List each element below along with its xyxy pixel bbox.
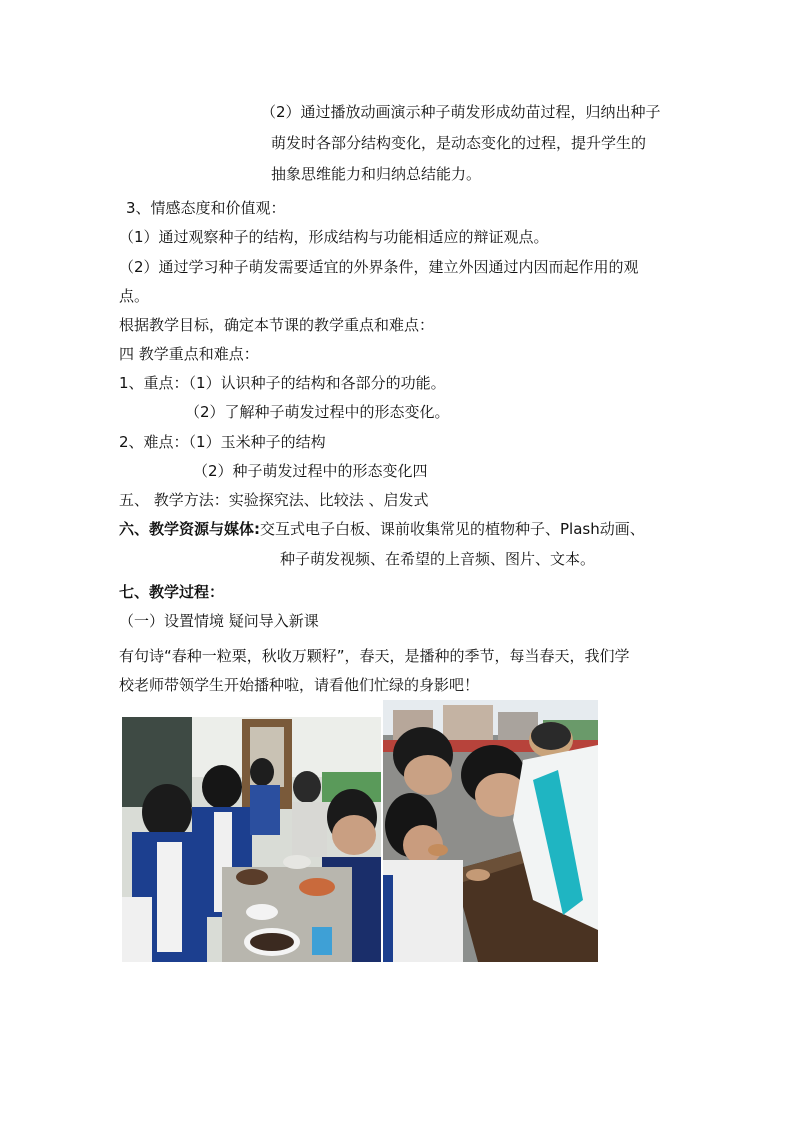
text-line: 有句诗“春种一粒栗，秋收万颗籽”，春天，是播种的季节，每当春天，我们学 — [119, 647, 630, 665]
text-line: 抽象思维能力和归纳总结能力。 — [271, 165, 482, 183]
section-heading: 七、教学过程： — [119, 583, 225, 601]
classroom-planting-photo — [122, 717, 381, 962]
section-heading: 3、情感态度和价值观： — [126, 199, 286, 217]
text-line: （2）种子萌发过程中的形态变化四 — [193, 462, 428, 480]
text-line: （2）了解种子萌发过程中的形态变化。 — [185, 403, 450, 421]
text-line: （2）通过学习种子萌发需要适宜的外界条件，建立外因通过内因而起作用的观 — [119, 258, 639, 276]
text-line: 点。 — [119, 287, 150, 305]
text-line: 1、重点：（1）认识种子的结构和各部分的功能。 — [119, 374, 446, 392]
text-line: （1）通过观察种子的结构，形成结构与功能相适应的辩证观点。 — [119, 228, 549, 246]
text-line: 种子萌发视频、在希望的上音频、图片、文本。 — [280, 550, 596, 568]
section-heading: 四 教学重点和难点： — [119, 345, 259, 363]
text-line: 根据教学目标，确定本节课的教学重点和难点： — [119, 316, 435, 334]
text-line: 校老师带领学生开始播种啦，请看他们忙绿的身影吧！ — [119, 676, 480, 694]
section-heading-label: 六、教学资源与媒体: — [119, 520, 260, 538]
subsection-heading: （一）设置情境 疑问导入新课 — [119, 612, 319, 630]
text-line: 交互式电子白板、课前收集常见的植物种子、Plash动画、 — [260, 520, 645, 538]
text-line: 2、难点：（1）玉米种子的结构 — [119, 433, 326, 451]
text-line: 萌发时各部分结构变化，是动态变化的过程，提升学生的 — [271, 134, 647, 152]
outdoor-planting-photo — [383, 700, 598, 962]
text-line: （2）通过播放动画演示种子萌发形成幼苗过程，归纳出种子 — [261, 103, 661, 121]
section-heading — [119, 519, 645, 539]
section-heading: 五、 教学方法：实验探究法、比较法 、启发式 — [119, 491, 429, 509]
